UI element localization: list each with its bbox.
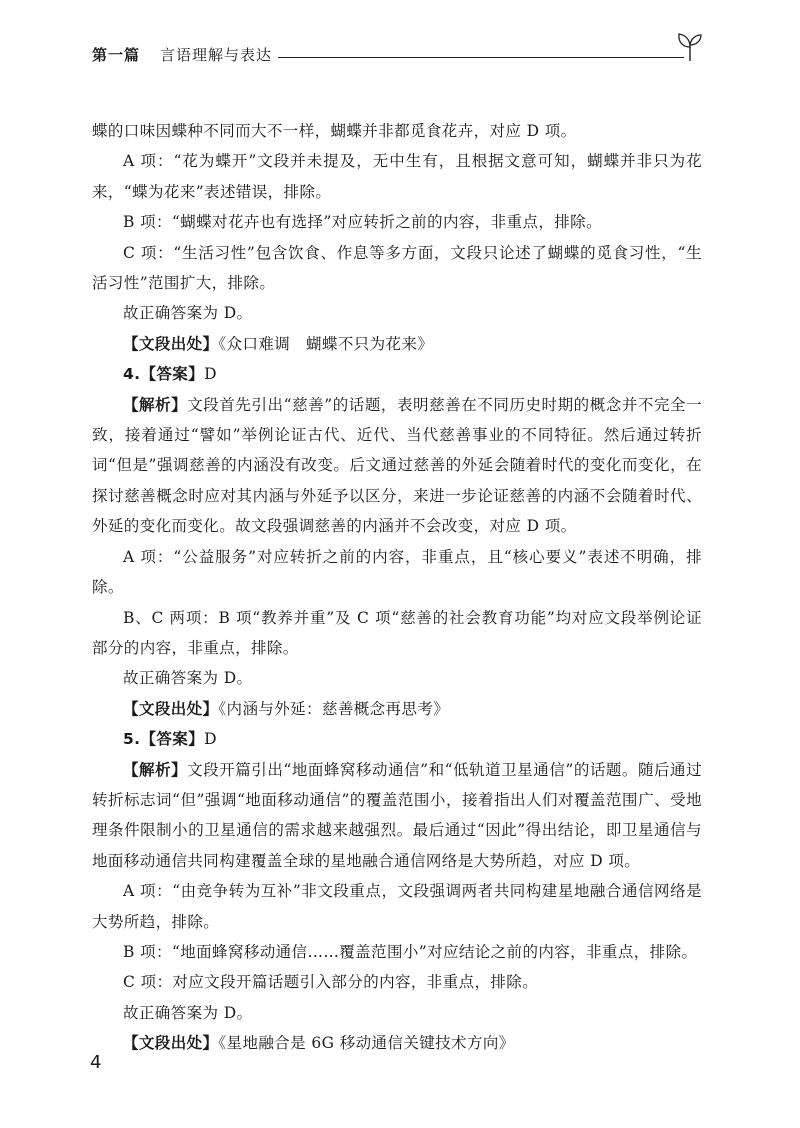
paragraph bbox=[92, 998, 702, 1028]
paragraph bbox=[92, 937, 702, 967]
paragraph bbox=[92, 390, 702, 542]
header-rule bbox=[278, 57, 684, 58]
paragraph bbox=[92, 359, 702, 389]
paragraph bbox=[92, 967, 702, 997]
paragraph bbox=[92, 298, 702, 328]
paragraph-text: 《星地融合是 6G 移动通信关键技术方向》 bbox=[218, 1034, 515, 1053]
paragraph-text: B、C 两项：B 项“教养并重”及 C 项“慈善的社会教育功能”均对应文段举例论证部分的内容，非重点，排除。 bbox=[92, 608, 702, 657]
page-number: 4 bbox=[90, 1052, 102, 1073]
paragraph bbox=[92, 603, 702, 664]
paragraph-text: C 项：“生活习性”包含饮食、作息等多方面，文段只论述了蝴蝶的觅食习性，“生活习性”范围扩大，排除。 bbox=[92, 243, 702, 293]
header-title: 言语理解与表达 bbox=[160, 46, 273, 64]
paragraph-text: C 项：对应文段开篇话题引入部分的内容，非重点，排除。 bbox=[123, 973, 539, 992]
paragraph-text: A 项：“由竞争转为互补”非文段重点，文段强调两者共同构建星地融合通信网络是大势所趋，排除。 bbox=[92, 882, 702, 931]
paragraph-text: 《众口难调 蝴蝶不只为花来》 bbox=[218, 334, 434, 353]
paragraph-text: 蝶的口味因蝶种不同而大不一样，蝴蝶并非都觅食花卉，对应 D 项。 bbox=[92, 122, 577, 140]
running-header bbox=[92, 36, 704, 66]
paragraph bbox=[92, 116, 702, 146]
paragraph bbox=[92, 238, 702, 299]
paragraph-label: 【文段出处】 bbox=[123, 699, 219, 718]
paragraph-label: 【文段出处】 bbox=[123, 1034, 219, 1053]
sprout-icon bbox=[676, 30, 704, 62]
paragraph bbox=[92, 755, 702, 877]
paragraph-label: 4.【答案】 bbox=[123, 365, 205, 384]
paragraph-label: 【解析】 bbox=[123, 760, 188, 779]
paragraph bbox=[92, 694, 702, 724]
paragraph-text: B 项：“蝴蝶对花卉也有选择”对应转折之前的内容，非重点，排除。 bbox=[123, 213, 602, 232]
paragraph-text: 故正确答案为 D。 bbox=[123, 1003, 253, 1022]
paragraph-text: A 项：“花为蝶开”文段并未提及，无中生有，且根据文意可知，蝴蝶并非只为花来，“蝶为花来”表述错误，排除。 bbox=[92, 152, 702, 201]
paragraph bbox=[92, 146, 702, 207]
paragraph bbox=[92, 663, 702, 693]
paragraph-text: 故正确答案为 D。 bbox=[123, 304, 253, 323]
paragraph bbox=[92, 207, 702, 237]
paragraph-text: A 项：“公益服务”对应转折之前的内容，非重点，且“核心要义”表述不明确，排除。 bbox=[92, 547, 702, 597]
paragraph bbox=[92, 542, 702, 603]
paragraph-text: 故正确答案为 D。 bbox=[123, 669, 253, 688]
header-chapter: 第一篇 bbox=[92, 46, 141, 64]
paragraph bbox=[92, 329, 702, 359]
paragraph bbox=[92, 724, 702, 754]
paragraph-text: B 项：“地面蜂窝移动通信……覆盖范围小”对应结论之前的内容，非重点，排除。 bbox=[123, 942, 698, 961]
paragraph-text: D bbox=[204, 730, 217, 749]
paragraph-label: 5.【答案】 bbox=[123, 730, 205, 749]
paragraph-label: 【解析】 bbox=[123, 395, 188, 414]
paragraph-label: 【文段出处】 bbox=[123, 334, 219, 353]
body-content bbox=[92, 116, 702, 1059]
paragraph bbox=[92, 876, 702, 937]
paragraph-text: 文段开篇引出“地面蜂窝移动通信”和“低轨道卫星通信”的话题。随后通过转折标志词“但”强调“地面移动通信”的覆盖范围小，接着指出人们对覆盖范围广、受地理条件限制小的卫星通信的需求越来越强烈。最后通过“因此”得出结论，即卫星通信与地面移动通信共同构建覆盖全球的星地融合通信网络是大势所趋，对应 D 项。 bbox=[92, 760, 702, 870]
paragraph-text: D bbox=[204, 365, 217, 384]
paragraph bbox=[92, 1028, 702, 1058]
paragraph-text: 文段首先引出“慈善”的话题，表明慈善在不同历史时期的概念并不完全一致，接着通过“譬如”举例论证古代、近代、当代慈善事业的不同特征。然后通过转折词“但是”强调慈善的内涵没有改变。后文通过慈善的外延会随着时代的变化而变化，在探讨慈善概念时应对其内涵与外延予以区分，来进一步论证慈善的内涵不会随着时代、外延的变化而变化。故文段强调慈善的内涵并不会改变，对应 D 项。 bbox=[92, 395, 702, 536]
paragraph-text: 《内涵与外延：慈善概念再思考》 bbox=[218, 699, 450, 718]
